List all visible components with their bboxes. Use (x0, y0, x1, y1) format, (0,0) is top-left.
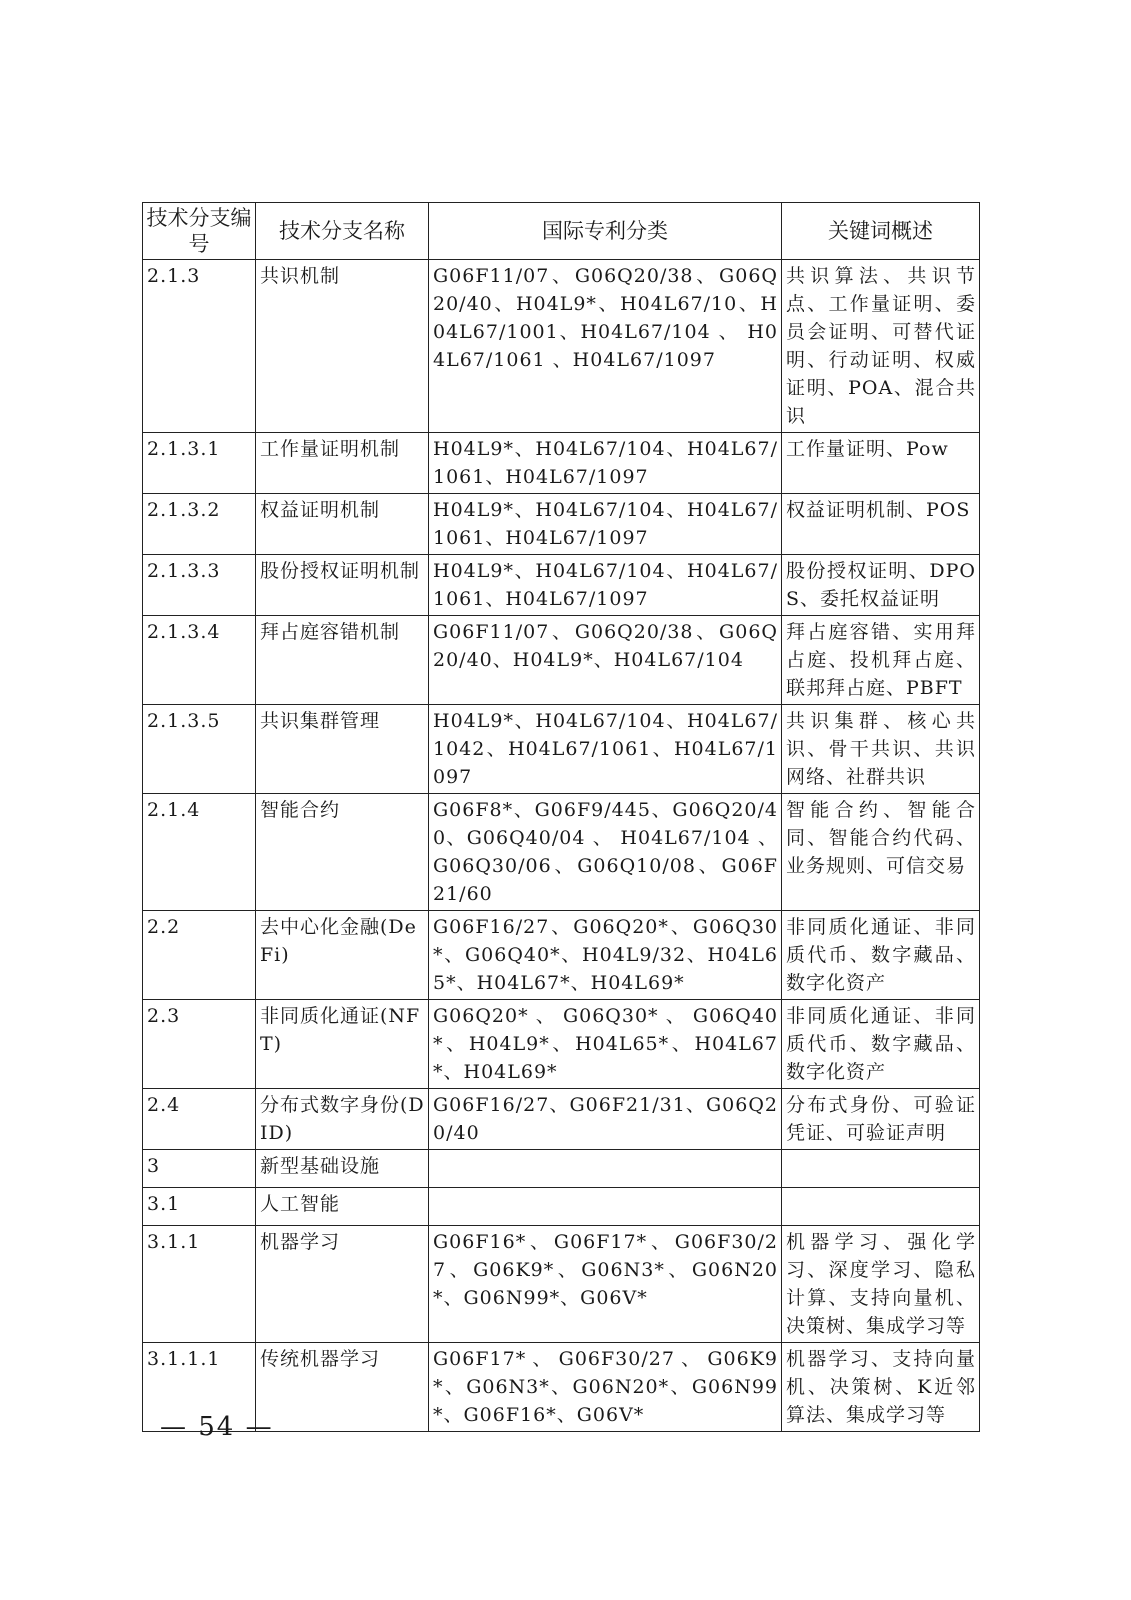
header-keywords: 关键词概述 (782, 203, 980, 260)
ipc-codes: G06F17*、G06F30/27、G06K9*、G06N3*、G06N20*、G06N99*、G06F16*、G06V* (429, 1343, 782, 1432)
branch-name: 去中心化金融(DeFi) (256, 911, 429, 1000)
branch-code: 3.1 (143, 1188, 256, 1226)
branch-code: 3 (143, 1150, 256, 1188)
branch-name: 智能合约 (256, 794, 429, 911)
keywords: 智能合约、智能合同、智能合约代码、业务规则、可信交易 (782, 794, 980, 911)
branch-name: 权益证明机制 (256, 494, 429, 555)
ipc-codes: G06F16*、G06F17*、G06F30/27、G06K9*、G06N3*、G06N20*、G06N99*、G06V* (429, 1226, 782, 1343)
keywords: 非同质化通证、非同质代币、数字藏品、数字化资产 (782, 1000, 980, 1089)
ipc-codes (429, 1150, 782, 1188)
keywords: 共识算法、共识节点、工作量证明、委员会证明、可替代证明、行动证明、权威证明、POA、混合共识 (782, 260, 980, 433)
branch-name: 拜占庭容错机制 (256, 616, 429, 705)
branch-code: 3.1.1.1 (143, 1343, 256, 1432)
branch-name: 工作量证明机制 (256, 433, 429, 494)
branch-code: 3.1.1 (143, 1226, 256, 1343)
branch-code: 2.1.3.3 (143, 555, 256, 616)
keywords: 拜占庭容错、实用拜占庭、投机拜占庭、联邦拜占庭、PBFT (782, 616, 980, 705)
branch-code: 2.1.3.2 (143, 494, 256, 555)
ipc-codes: G06F16/27、G06F21/31、G06Q20/40 (429, 1089, 782, 1150)
branch-code: 2.2 (143, 911, 256, 1000)
keywords: 非同质化通证、非同质代币、数字藏品、数字化资产 (782, 911, 980, 1000)
branch-name: 共识机制 (256, 260, 429, 433)
table-row (143, 1000, 980, 1089)
table-row (143, 1150, 980, 1188)
branch-code: 2.1.3.5 (143, 705, 256, 794)
branch-code: 2.1.3.4 (143, 616, 256, 705)
table-header-row (143, 203, 980, 260)
branch-code: 2.1.4 (143, 794, 256, 911)
keywords: 工作量证明、Pow (782, 433, 980, 494)
ipc-codes: G06Q20*、G06Q30*、G06Q40*、H04L9*、H04L65*、H04L67*、H04L69* (429, 1000, 782, 1089)
ipc-codes (429, 1188, 782, 1226)
ipc-codes: H04L9*、H04L67/104、H04L67/1061、H04L67/1097 (429, 494, 782, 555)
table-row (143, 1188, 980, 1226)
ipc-codes: H04L9*、H04L67/104、H04L67/1061、H04L67/1097 (429, 555, 782, 616)
header-ipc: 国际专利分类 (429, 203, 782, 260)
branch-name: 分布式数字身份(DID) (256, 1089, 429, 1150)
header-branch-name: 技术分支名称 (256, 203, 429, 260)
table-row (143, 433, 980, 494)
table-row (143, 260, 980, 433)
table-row (143, 616, 980, 705)
branch-name: 机器学习 (256, 1226, 429, 1343)
branch-name: 新型基础设施 (256, 1150, 429, 1188)
patent-classification-table (142, 202, 980, 1432)
keywords: 共识集群、核心共识、骨干共识、共识网络、社群共识 (782, 705, 980, 794)
keywords: 机器学习、支持向量机、决策树、K近邻算法、集成学习等 (782, 1343, 980, 1432)
page-number: — 54 — (160, 1412, 274, 1442)
table-row (143, 494, 980, 555)
ipc-codes: G06F11/07、G06Q20/38、G06Q20/40、H04L9*、H04L67/10、H04L67/1001、H04L67/104 、 H04L67/1061 、H04L67/1097 (429, 260, 782, 433)
keywords (782, 1188, 980, 1226)
table-row (143, 705, 980, 794)
ipc-codes: G06F8*、G06F9/445、G06Q20/40、G06Q40/04 、 H04L67/104 、G06Q30/06、G06Q10/08、G06F21/60 (429, 794, 782, 911)
table-row (143, 555, 980, 616)
branch-name: 人工智能 (256, 1188, 429, 1226)
keywords (782, 1150, 980, 1188)
keywords: 分布式身份、可验证凭证、可验证声明 (782, 1089, 980, 1150)
header-branch-code: 技术分支编号 (143, 203, 256, 260)
table-row (143, 1089, 980, 1150)
table-row (143, 794, 980, 911)
branch-code: 2.3 (143, 1000, 256, 1089)
branch-code: 2.4 (143, 1089, 256, 1150)
ipc-codes: G06F16/27、G06Q20*、G06Q30*、G06Q40*、H04L9/32、H04L65*、H04L67*、H04L69* (429, 911, 782, 1000)
branch-name: 传统机器学习 (256, 1343, 429, 1432)
table-body (143, 260, 980, 1432)
ipc-codes: G06F11/07、G06Q20/38、G06Q20/40、H04L9*、H04L67/104 (429, 616, 782, 705)
keywords: 机器学习、强化学习、深度学习、隐私计算、支持向量机、决策树、集成学习等 (782, 1226, 980, 1343)
branch-name: 股份授权证明机制 (256, 555, 429, 616)
branch-code: 2.1.3.1 (143, 433, 256, 494)
branch-code: 2.1.3 (143, 260, 256, 433)
branch-name: 共识集群管理 (256, 705, 429, 794)
ipc-codes: H04L9*、H04L67/104、H04L67/1042、H04L67/1061、H04L67/1097 (429, 705, 782, 794)
keywords: 股份授权证明、DPOS、委托权益证明 (782, 555, 980, 616)
table-row (143, 1226, 980, 1343)
ipc-codes: H04L9*、H04L67/104、H04L67/1061、H04L67/1097 (429, 433, 782, 494)
branch-name: 非同质化通证(NFT) (256, 1000, 429, 1089)
table-row (143, 911, 980, 1000)
keywords: 权益证明机制、POS (782, 494, 980, 555)
